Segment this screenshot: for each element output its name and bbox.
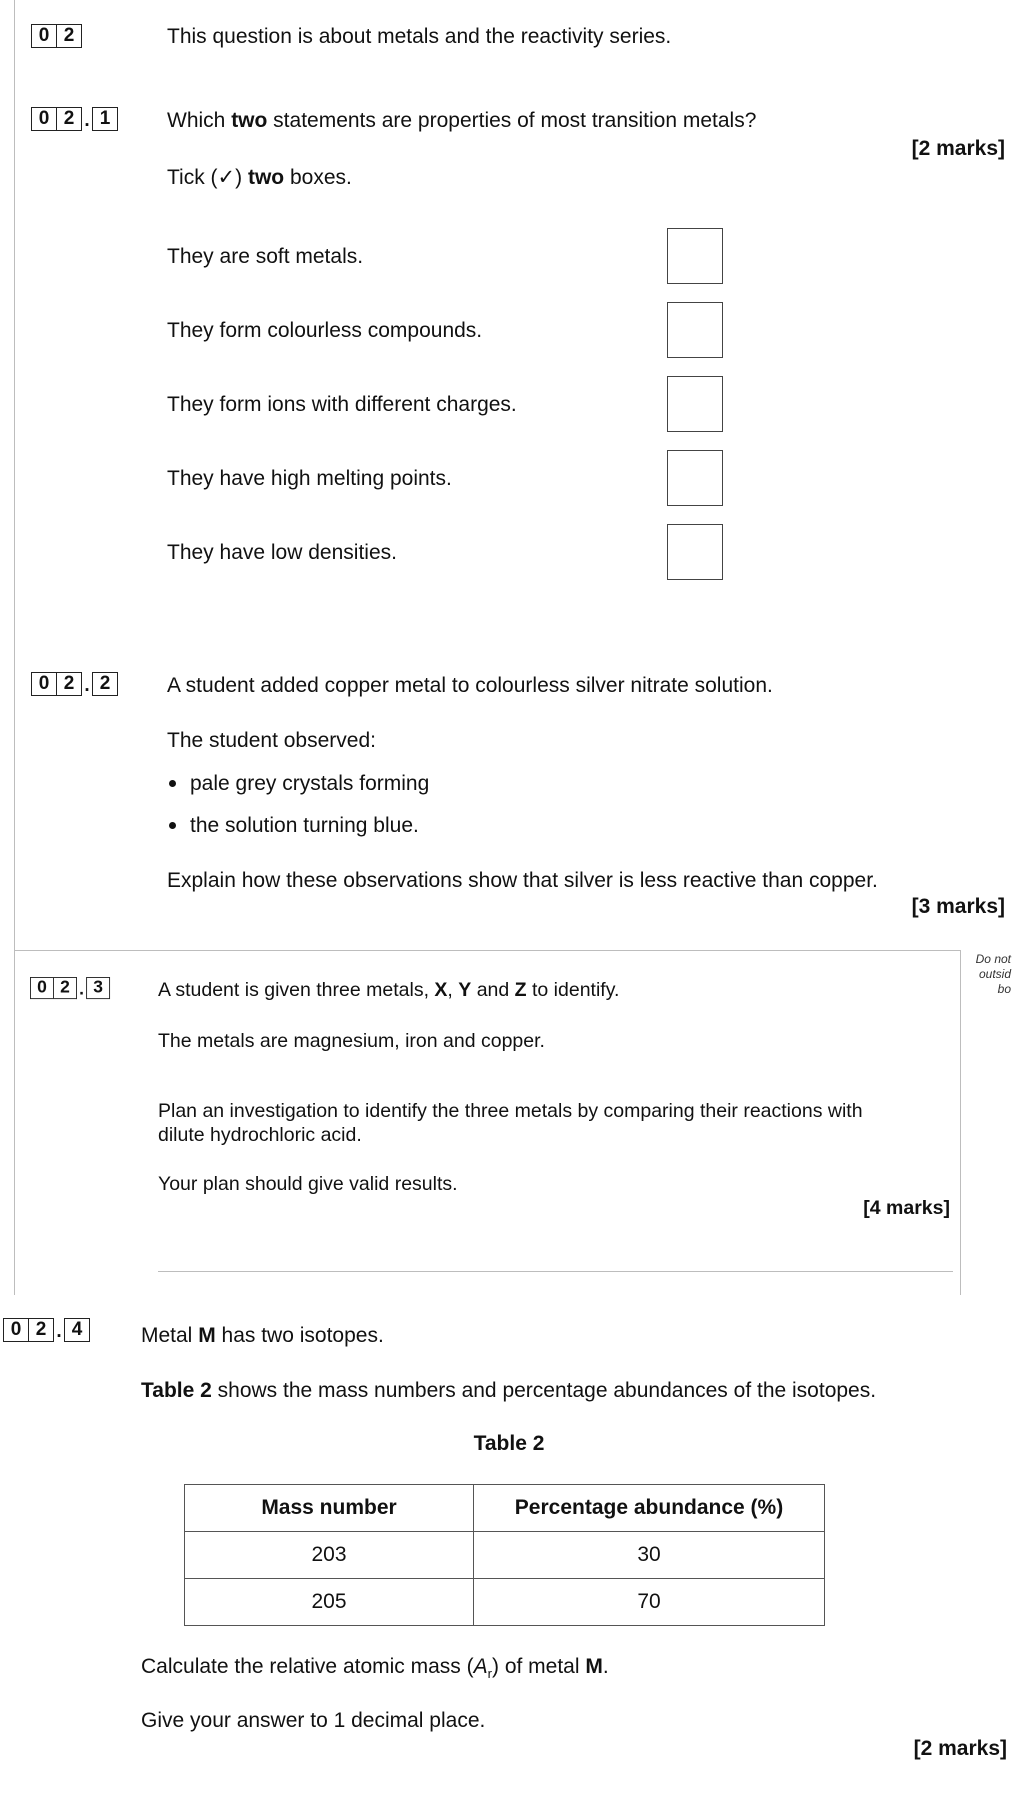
question-digit: 2 [57,107,82,131]
option-tick-box[interactable] [667,376,723,432]
observation-item: the solution turning blue. [190,814,419,837]
validity-line: Your plan should give valid results. [158,1173,458,1195]
question-number-02-3 [30,977,110,999]
question-text-part: to identify. [526,979,620,1001]
question-text-part: Which [167,109,232,132]
left-margin-line-upper [14,0,15,950]
bullet-icon [169,780,176,787]
instruction-part: ) [235,166,248,189]
option-tick-box[interactable] [667,450,723,506]
question-digit: 0 [31,672,57,696]
tick-instruction [167,165,352,190]
table-row [185,1579,825,1626]
observation-item: pale grey crystals forming [190,772,430,795]
section-top-rule [14,950,960,951]
question-text-part: and [471,979,515,1001]
option-label: They form colourless compounds. [167,319,483,342]
instruction-part: Tick ( [167,166,218,189]
question-digit: 2 [54,977,77,999]
question-dot: . [84,675,90,696]
metal-label: M [198,1324,216,1347]
left-margin-line-middle [14,950,15,1295]
table-cell: 203 [185,1532,474,1579]
option-label: They have high melting points. [167,467,452,490]
calculation-prompt [141,1655,609,1681]
question-digit: 3 [86,977,110,999]
marks-label: [2 marks] [911,137,1005,160]
metal-label: M [585,1655,603,1678]
margin-note-line: Do not [975,952,1011,966]
bullet-icon [169,822,176,829]
table-header: Mass number [185,1485,474,1532]
calc-text-part: Calculate the relative atomic mass ( [141,1655,474,1678]
calc-subscript: r [487,1666,492,1682]
question-intro: This question is about metals and the reactivity series. [167,25,672,48]
option-label: They have low densities. [167,541,397,564]
table-cell: 30 [474,1532,825,1579]
question-digit: 0 [30,977,54,999]
calc-symbol: A [473,1655,488,1678]
plan-instruction: Plan an investigation to identify the three metals by comparing their reactions with [158,1100,863,1122]
table-row [185,1532,825,1579]
metal-label: Z [514,979,527,1001]
instruction-part: boxes. [284,166,352,189]
question-digit: 2 [29,1318,54,1342]
question-digit: 2 [92,672,118,696]
table-cell: 70 [474,1579,825,1626]
option-label: They form ions with different charges. [167,393,517,416]
table-reference-bold: Table 2 [141,1379,212,1402]
question-text [158,979,619,1002]
question-text [167,109,756,133]
margin-note-line: bo [997,982,1011,996]
question-dot: . [79,979,84,1000]
margin-note-line: outsid [978,967,1011,981]
option-label: They are soft metals. [167,245,364,268]
question-text-part: has two isotopes. [215,1324,384,1347]
question-text-part: Metal [141,1324,199,1347]
decimal-instruction: Give your answer to 1 decimal place. [141,1709,486,1732]
tick-symbol: ✓ [217,166,236,189]
table-header-row [185,1485,825,1532]
observed-label: The student observed: [167,729,376,752]
explain-prompt: Explain how these observations show that silver is less reactive than copper. [167,869,878,892]
question-digit: 1 [92,107,118,131]
metal-label: Y [458,979,472,1001]
question-digit: 0 [31,24,57,48]
calc-text-part: ) of metal [492,1655,586,1678]
table-header: Percentage abundance (%) [474,1485,825,1532]
question-text-emphasis: two [231,109,268,132]
table-cell: 205 [185,1579,474,1626]
table-reference [141,1379,876,1403]
question-text-part: statements are properties of most transition metals? [267,109,757,132]
question-number-02 [31,24,82,48]
question-text [141,1324,384,1348]
question-number-02-2 [31,672,118,696]
question-digit: 2 [57,24,82,48]
table-reference-text: shows the mass numbers and percentage abundances of the isotopes. [211,1379,877,1402]
calc-text-part: . [602,1655,609,1678]
right-margin-line-middle [960,950,961,1295]
metal-label: X [434,979,448,1001]
question-text-part: A student is given three metals, [158,979,435,1001]
question-dot: . [56,1321,62,1342]
question-dot: . [84,110,90,131]
table-title: Table 2 [473,1432,545,1455]
isotope-table [184,1484,825,1626]
question-number-02-4 [3,1318,90,1342]
plan-instruction: dilute hydrochloric acid. [158,1124,362,1146]
question-number-02-1 [31,107,118,131]
marks-label: [4 marks] [863,1197,950,1219]
instruction-emphasis: two [247,166,285,189]
answer-line [158,1271,953,1272]
question-digit: 4 [64,1318,90,1342]
question-digit: 0 [31,107,57,131]
metals-line: The metals are magnesium, iron and copper. [158,1030,545,1052]
question-text-part: , [447,979,459,1001]
question-text: A student added copper metal to colourless silver nitrate solution. [167,674,773,697]
question-digit: 0 [3,1318,29,1342]
option-tick-box[interactable] [667,228,723,284]
option-tick-box[interactable] [667,302,723,358]
marks-label: [3 marks] [911,895,1005,918]
margin-note [976,952,1011,997]
option-tick-box[interactable] [667,524,723,580]
marks-label: [2 marks] [913,1737,1007,1760]
question-digit: 2 [57,672,82,696]
